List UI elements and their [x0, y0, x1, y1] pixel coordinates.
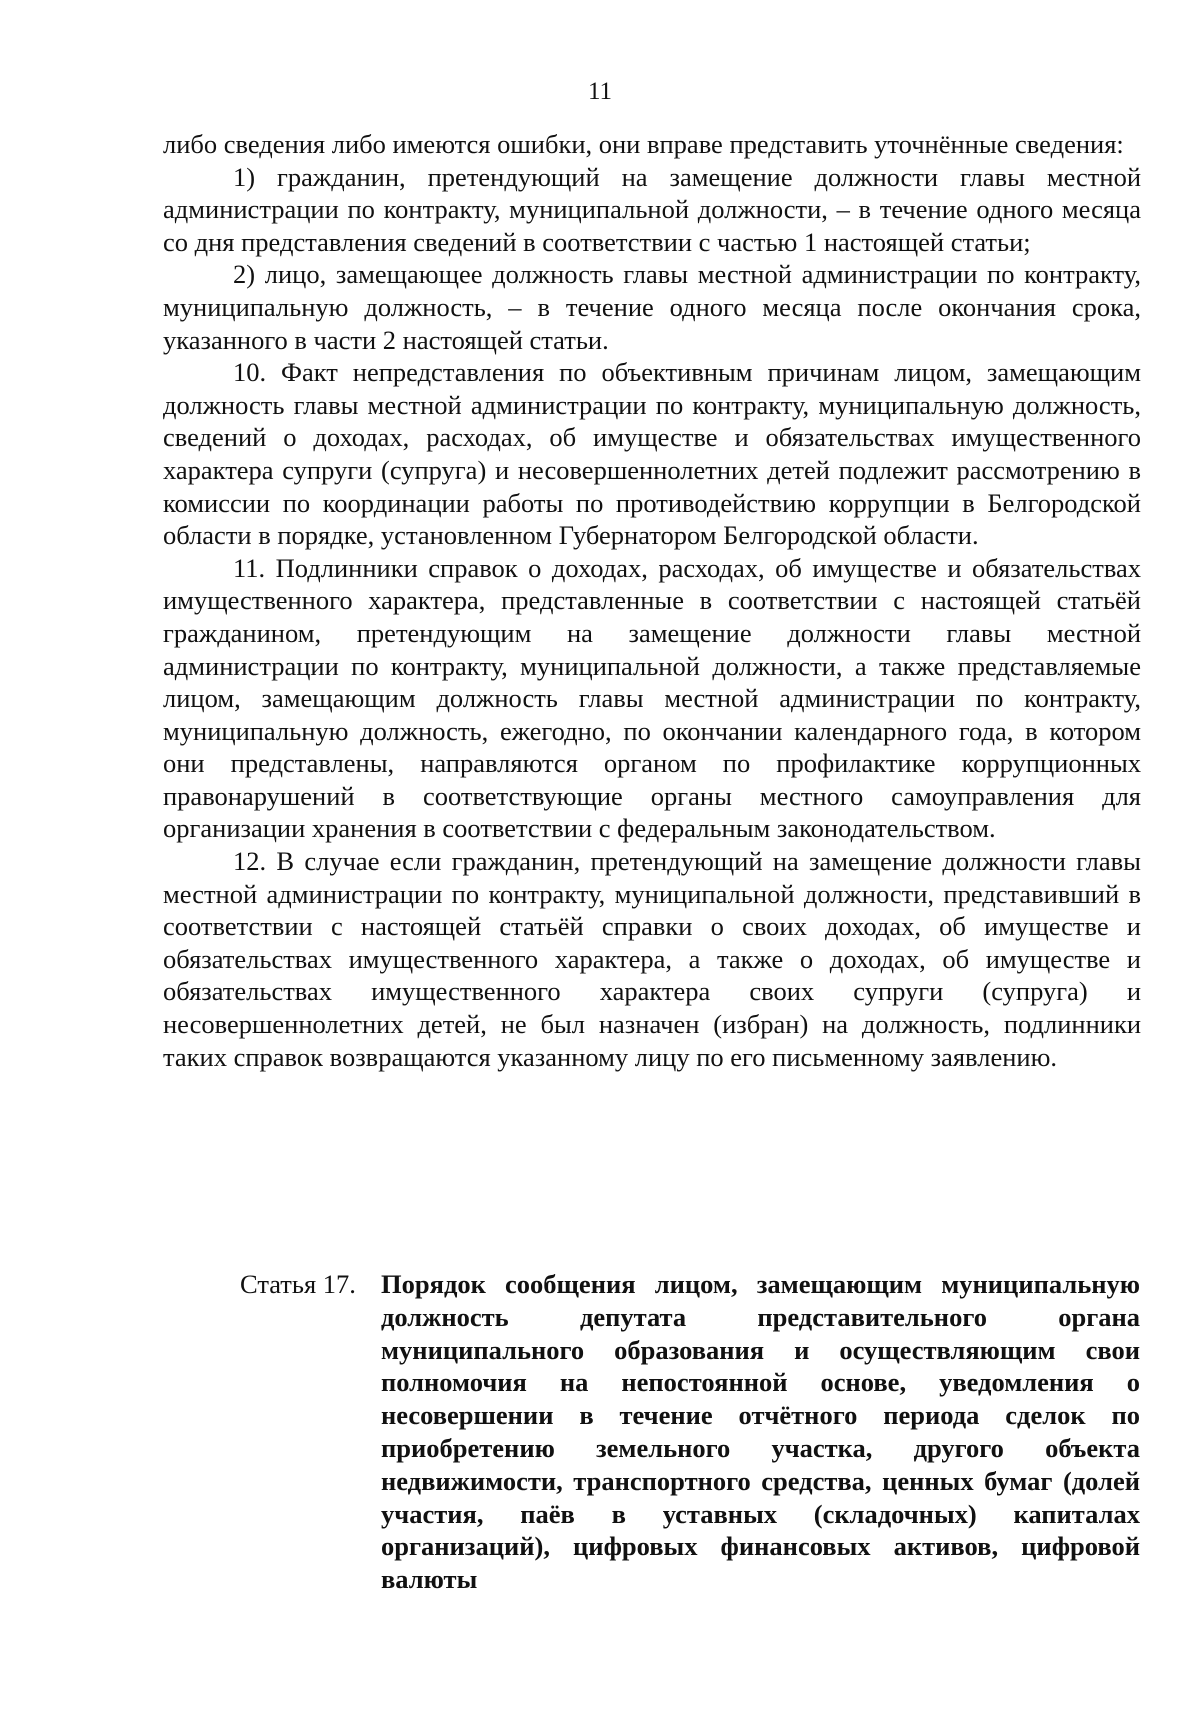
paragraph-12: 12. В случае если гражданин, претендующий на замещение должности главы местной администрации по контракту, муниципальной должности, представивший в соответствии с настоящей статьёй справки о своих доходах, об имуществе и обязательствах имущественного характера, а также о доходах, об имуществе и обязательствах имущественного характера своих супруги (супруга) и несовершеннолетних детей, не был назначен (избран) на должность, подлинники таких справок возвращаются указанному лицу по его письменному заявлению. [163, 846, 1141, 1072]
document-body [163, 128, 1141, 1073]
page-number: 11 [587, 78, 613, 105]
article-label: Статья 17. [240, 1269, 356, 1299]
paragraph-item-2: 2) лицо, замещающее должность главы местной администрации по контракту, муниципальную должность, – в течение одного месяца после окончания срока, указанного в части 2 настоящей статьи. [163, 259, 1141, 355]
paragraph-10: 10. Факт непредставления по объективным причинам лицом, замещающим должность главы местной администрации по контракту, муниципальную должность, сведений о доходах, расходах, об имуществе и обязательствах имущественного характера супруги (супруга) и несовершеннолетних детей подлежит рассмотрению в комиссии по координации работы по противодействию коррупции в Белгородской области в порядке, установленном Губернатором Белгородской области. [163, 357, 1141, 551]
paragraph-continuation: либо сведения либо имеются ошибки, они вправе представить уточнённые сведения: [163, 129, 1124, 159]
article-title: Порядок сообщения лицом, замещающим муниципальную должность депутата представительного органа муниципального образования и осуществляющим свои полномочия на непостоянной основе, уведомления о несовершении в течение отчётного периода сделок по приобретению земельного участка, другого объекта недвижимости, транспортного средства, ценных бумаг (долей участия, паёв в уставных (складочных) капиталах организаций), цифровых финансовых активов, цифровой валюты [381, 1269, 1140, 1595]
paragraph-11: 11. Подлинники справок о доходах, расходах, об имуществе и обязательствах имущественного характера, представленные в соответствии с настоящей статьёй гражданином, претендующим на замещение должности главы местной администрации по контракту, муниципальной должности, а также представляемые лицом, замещающим должность главы местной администрации по контракту, муниципальную должность, ежегодно, по окончании календарного года, в котором они представлены, направляются органом по профилактике коррупционных правонарушений в соответствующие органы местного самоуправления для организации хранения в соответствии с федеральным законодательством. [163, 552, 1141, 844]
paragraph-item-1: 1) гражданин, претендующий на замещение должности главы местной администрации по контракту, муниципальной должности, – в течение одного месяца со дня представления сведений в соответствии с частью 1 настоящей статьи; [163, 161, 1141, 257]
article-heading [240, 1268, 1140, 1596]
